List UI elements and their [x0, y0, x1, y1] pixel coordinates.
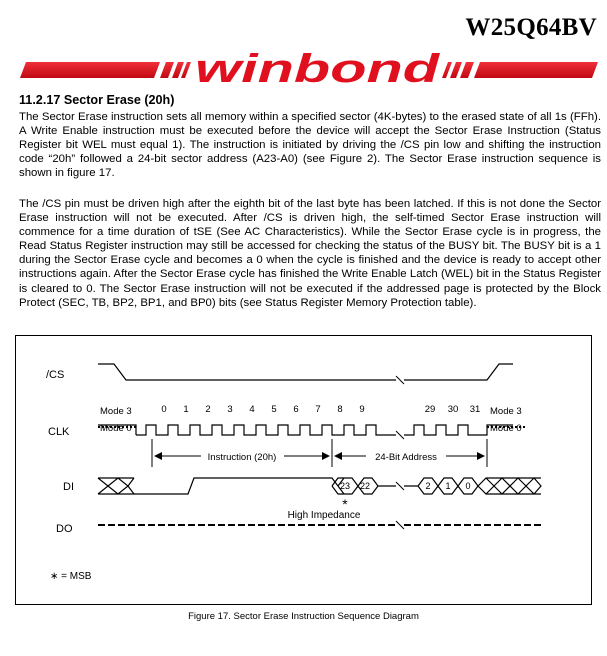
timing-diagram [16, 336, 591, 604]
clock-number: 9 [359, 404, 365, 415]
winbond-logo-banner [20, 48, 598, 88]
address-label: 24-Bit Address [375, 452, 437, 463]
msb-marker: * [342, 496, 348, 512]
di-instruction-line [134, 478, 344, 494]
paragraph-1: The Sector Erase instruction sets all memory within a specified sector (4K-bytes) to the erased state of all 1s (FFh). A Write Enable instruction must be executed before the device will accept the Sector Erase Instruction (Status Register bit WEL must equal 1). The instruction is initiated by driving the /CS pin low and shifting the instruction code “20h” followed a 24-bit sector address (A23-A0) (see Figure 2). The Sector Erase instruction sequence is shown in figure 17. [19, 111, 601, 180]
mode3-left: Mode 3 [100, 406, 132, 417]
di-bit-2: 2 [425, 481, 431, 491]
clock-number: 1 [183, 404, 189, 415]
msb-legend: ∗ = MSB [50, 571, 92, 582]
di-bit-22: 22 [359, 481, 371, 491]
clock-number: 4 [249, 404, 255, 415]
di-bit-23: 23 [339, 481, 351, 491]
break-mark-clk [396, 431, 404, 439]
mode0-left: Mode 0 [100, 423, 132, 434]
mode0-right: Mode 0 [490, 423, 522, 434]
arrow-head-left-2 [334, 452, 342, 460]
clock-number: 5 [271, 404, 277, 415]
high-impedance-label: High Impedance [287, 510, 361, 521]
timing-diagram-frame [15, 335, 592, 605]
signal-label-clk: CLK [48, 426, 70, 438]
cs-waveform [98, 364, 513, 380]
clock-number: 0 [161, 404, 167, 415]
di-bit-0: 0 [465, 481, 471, 491]
part-number: W25Q64BV [465, 14, 597, 41]
logo-right-stripes [442, 62, 598, 78]
clock-number: 8 [337, 404, 343, 415]
section-title: 11.2.17 Sector Erase (20h) [19, 93, 175, 107]
clock-number: 2 [205, 404, 211, 415]
clk-waveform [98, 425, 513, 435]
break-mark-di [396, 482, 404, 490]
di-bit-1: 1 [445, 481, 451, 491]
di-xx-right [478, 478, 541, 494]
figure-caption: Figure 17. Sector Erase Instruction Sequence Diagram [188, 611, 419, 622]
paragraph-2: The /CS pin must be driven high after the eighth bit of the last byte has been latched. If this is not done the Sector Erase instruction will not be executed. After /CS is driven high, the self-timed Sector Erase instruction will commence for a time duration of tSE (See AC Characteristics). While the Sector Erase cycle is in progress, the Read Status Register instruction may still be accessed for checking the status of the BUSY bit. The BUSY bit is a 1 during the Sector Erase cycle and becomes a 0 when the cycle is finished and the device is ready to accept other instructions again. After the Sector Erase cycle has finished the Write Enable Latch (WEL) bit in the Status Register is cleared to 0. The Sector Erase instruction will not be executed if the addressed page is protected by the Block Protect (SEC, TB, BP2, BP1, and BP0) bits (see Status Register Memory Protection table). [19, 198, 601, 309]
clock-number: 7 [315, 404, 321, 415]
signal-label-do: DO [56, 523, 73, 535]
clock-number: 6 [293, 404, 299, 415]
signal-label-cs: /CS [46, 369, 65, 381]
break-mark-cs [396, 376, 404, 384]
logo-left-stripes [20, 62, 191, 78]
arrow-head-right [322, 452, 330, 460]
di-xx-left [98, 478, 134, 494]
clock-number: 3 [227, 404, 233, 415]
clock-number: 31 [469, 404, 481, 415]
arrow-head-right-2 [477, 452, 485, 460]
brand-wordmark: winbond [195, 48, 442, 88]
clock-number: 30 [447, 404, 459, 415]
break-mark-do [396, 521, 404, 529]
instruction-label: Instruction (20h) [207, 452, 277, 463]
signal-label-di: DI [63, 481, 74, 493]
mode3-right: Mode 3 [490, 406, 522, 417]
di-address-bits [332, 478, 478, 494]
clock-number: 29 [424, 404, 436, 415]
arrow-head-left [154, 452, 162, 460]
